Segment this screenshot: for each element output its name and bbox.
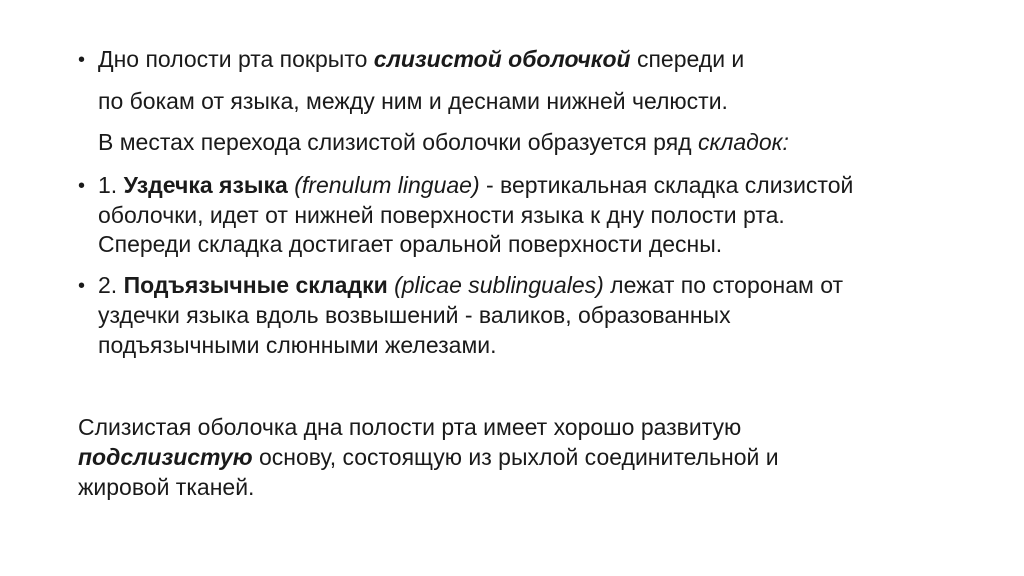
- text-span: лежат по сторонам от: [603, 272, 844, 298]
- bullet-2: •: [78, 175, 86, 197]
- paragraph-4-line-1: Слизистая оболочка дна полости рта имеет хорошо развитую: [78, 414, 742, 440]
- paragraph-2-line-2: оболочки, идет от нижней поверхности языка к дну полости рта.: [98, 202, 785, 228]
- text-span: 2.: [98, 272, 124, 298]
- term-sublingual-folds: Подъязычные складки: [123, 272, 388, 298]
- paragraph-4-line-3: жировой тканей.: [78, 474, 255, 500]
- text-span: 1.: [98, 172, 124, 198]
- bullet-1: •: [78, 49, 86, 71]
- text-span: спереди и: [630, 46, 745, 72]
- text-span: основу, состоящую из рыхлой соединительной и: [252, 444, 779, 470]
- text-span: Дно полости рта покрыто: [98, 46, 374, 72]
- latin-frenulum: (frenulum linguae): [294, 172, 480, 198]
- text-span: - вертикальная складка слизистой: [479, 172, 854, 198]
- paragraph-1-line-2: по бокам от языка, между ним и деснами нижней челюсти.: [98, 88, 728, 114]
- paragraph-1-line-3: [98, 127, 789, 157]
- paragraph-2-line-3: Спереди складка достигает оральной поверхности десны.: [98, 231, 723, 257]
- bullet-3: •: [78, 275, 86, 297]
- text-span: В местах перехода слизистой оболочки образуется ряд: [98, 129, 698, 155]
- paragraph-3-line-1: [98, 270, 843, 300]
- paragraph-3-line-3: подъязычными слюнными железами.: [98, 332, 497, 358]
- latin-sublingual-folds: (plicae sublinguales): [394, 272, 604, 298]
- term-frenulum: Уздечка языка: [123, 172, 288, 198]
- paragraph-1-line-1: [98, 44, 744, 74]
- emphasis-mucosa: слизистой оболочкой: [373, 46, 631, 72]
- paragraph-4-line-2: [78, 442, 779, 472]
- emphasis-folds: складок:: [697, 129, 789, 155]
- paragraph-2-line-1: [98, 170, 853, 200]
- emphasis-submucosa: подслизистую: [78, 444, 253, 470]
- paragraph-3-line-2: уздечки языка вдоль возвышений - валиков, образованных: [98, 302, 731, 328]
